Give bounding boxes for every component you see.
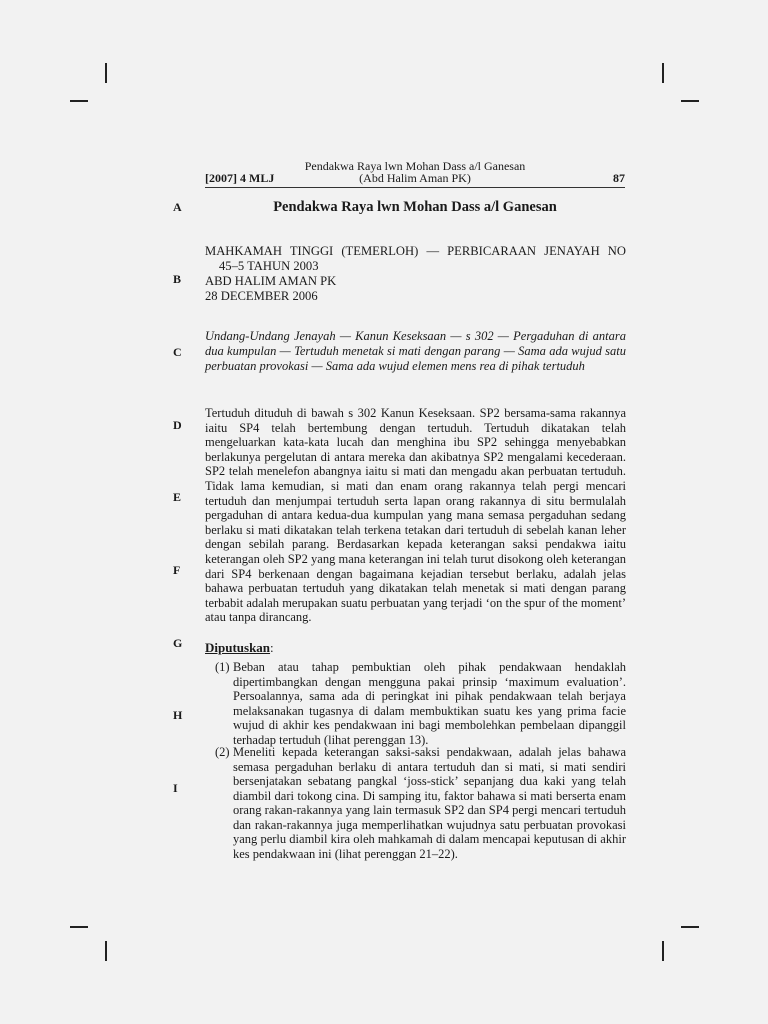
page-number: 87	[613, 171, 625, 185]
margin-letter-e: E	[173, 490, 182, 504]
holding-1	[205, 660, 626, 747]
crop-mark-bottom-right-horizontal	[681, 926, 699, 928]
catchwords: Undang-Undang Jenayah — Kanun Keseksaan — s 302 — Pergaduhan di antara dua kumpulan — Tertuduh menetak si mati dengan parang — Sama ada wujud satu perbuatan provokasi — Sama ada wujud elemen mens rea di pihak tertuduh	[205, 329, 626, 373]
running-header-citation: [2007] 4 MLJ	[205, 171, 275, 185]
court-name-line-2: 45–5 TAHUN 2003	[219, 259, 319, 273]
held-label: Diputuskan	[205, 640, 271, 655]
holding-text: Meneliti kepada keterangan saksi-saksi pendakwaan, adalah jelas bahawa semasa pergaduhan berlaku di antara tertuduh dan si mati, si mati sendiri bersenjatakan sebatang pangkal ‘joss-stick’ sepanjang dua kaki yang telah diambil dari tokong cina. Di samping itu, faktor bahawa si mati berserta enam orang rakan-rakannya yang lain termasuk SP2 dan SP4 pergi mencari tertuduh dan rakan-rakannya juga memperlihatkan wujudnya satu perbuatan provokasi yang perlu diambil kira oleh mahkamah di dalam mencapai keputusan di akhir kes pendakwaan ini (lihat perenggan 21–22).	[233, 745, 626, 861]
held-colon: :	[270, 640, 274, 655]
margin-letter-b: B	[173, 272, 182, 286]
crop-mark-top-left-horizontal	[70, 100, 88, 102]
court-name-line-1: MAHKAMAH TINGGI (TEMERLOH) — PERBICARAAN JENAYAH NO	[205, 244, 626, 258]
crop-mark-bottom-left-vertical	[105, 941, 107, 961]
holding-2	[205, 745, 626, 861]
margin-letter-h: H	[173, 708, 183, 722]
crop-mark-top-right-vertical	[662, 63, 664, 83]
running-header-judge: (Abd Halim Aman PK)	[359, 171, 471, 185]
holding-number: (1)	[215, 660, 230, 674]
margin-letter-g: G	[173, 636, 183, 650]
margin-letter-d: D	[173, 418, 182, 432]
margin-letter-a: A	[173, 200, 182, 214]
court-info	[205, 244, 626, 304]
header-rule	[205, 187, 625, 188]
held-heading	[205, 640, 274, 656]
margin-letter-c: C	[173, 345, 182, 359]
case-title: Pendakwa Raya lwn Mohan Dass a/l Ganesan	[273, 199, 557, 215]
crop-mark-top-right-horizontal	[681, 100, 699, 102]
running-header-case: Pendakwa Raya lwn Mohan Dass a/l Ganesan	[304, 159, 526, 173]
margin-letter-f: F	[173, 563, 181, 577]
crop-mark-bottom-right-vertical	[662, 941, 664, 961]
holding-number: (2)	[215, 745, 230, 759]
crop-mark-bottom-left-horizontal	[70, 926, 88, 928]
margin-letter-i: I	[173, 781, 178, 795]
case-summary: Tertuduh dituduh di bawah s 302 Kanun Keseksaan. SP2 bersama-sama rakannya iaitu SP4 telah bertembung dengan tertuduh. Tertuduh dikatakan telah mengeluarkan kata-kata lucah dan menghina ibu SP2 sehingga menyebabkan berlakunya pergelutan di antara mereka dan akibatnya SP2 mengalami kecederaan. SP2 telah menelefon abangnya iaitu si mati dan mengadu akan perbuatan tertuduh. Tidak lama kemudian, si mati dan enam orang rakannya telah pergi mencari tertuduh dan menjumpai tertuduh serta lapan orang rakannya di situ bermulalah pergaduhan di antara kedua-dua kumpulan yang mana semasa pergaduhan sedang berlaku si mati dikatakan telah terkena tetakan dari tertuduh di sebelah kanan leher dengan sebilah parang. Berdasarkan kepada keterangan saksi pendakwa iaitu keterangan oleh SP2 yang mana keterangan ini telah turut disokong oleh keterangan dari SP4 berkenaan dengan bagaimana kejadian tersebut berlaku, adalah jelas bahawa perbuatan tertuduh yang dikatakan telah menetak si mati dengan parang terbabit adalah merupakan suatu perbuatan yang terjadi ‘on the spur of the moment’ atau tanpa dirancang.	[205, 406, 626, 625]
judge-name: ABD HALIM AMAN PK	[205, 274, 337, 288]
holding-text: Beban atau tahap pembuktian oleh pihak pendakwaan hendaklah dipertimbangkan dengan mengguna pakai prinsip ‘maximum evaluation’. Persoalannya, sama ada di peringkat ini pihak pendakwaan telah berjaya melaksanakan tugasnya di dalam membuktikan suatu kes yang prima facie wujud di akhir kes pendakwaan ini bagi membolehkan pembelaan dipanggil terhadap tertuduh (lihat perenggan 13).	[233, 660, 626, 747]
crop-mark-top-left-vertical	[105, 63, 107, 83]
decision-date: 28 DECEMBER 2006	[205, 289, 318, 303]
